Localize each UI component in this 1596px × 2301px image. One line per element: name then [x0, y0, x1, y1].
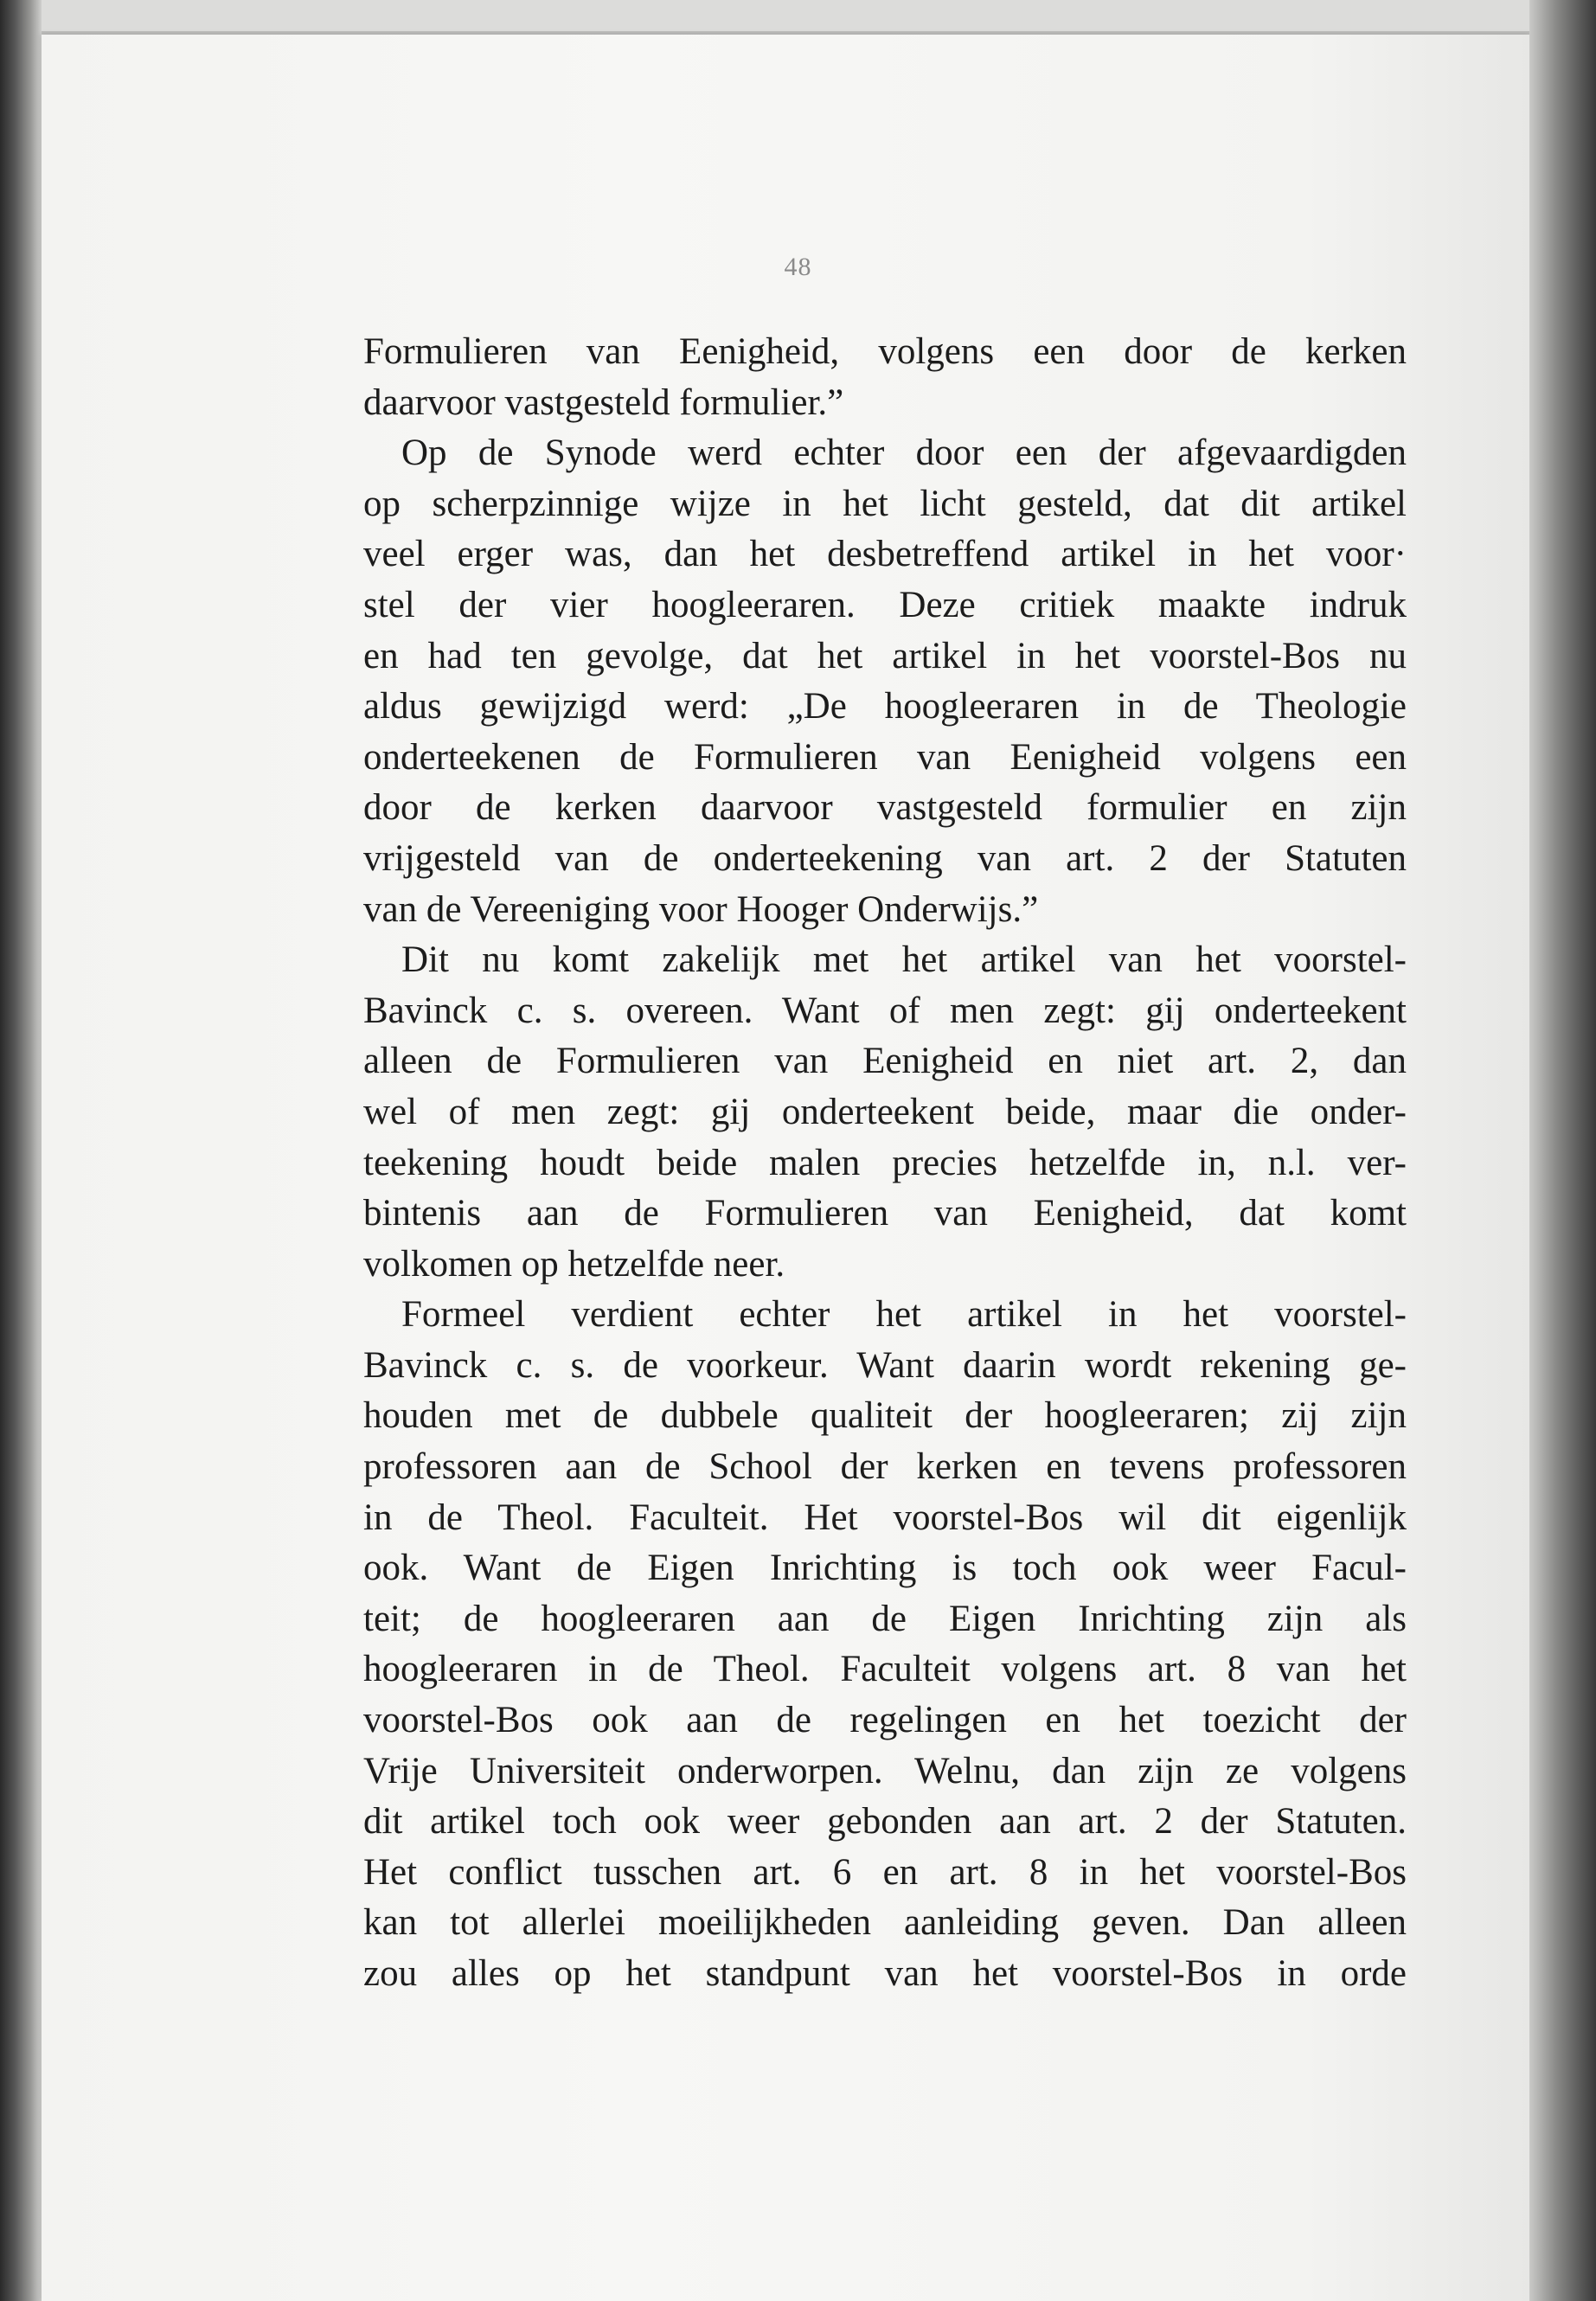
text-line: veel erger was, dan het desbetreffend artikel in het voor·: [363, 534, 1407, 575]
text-line: Formeel verdient echter het artikel in het voorstel-: [401, 1294, 1407, 1336]
text-line: van de Vereeniging voor Hooger Onderwijs.”: [363, 888, 1039, 930]
text-line: zou alles op het standpunt van het voorstel-Bos in orde: [363, 1953, 1407, 1994]
text-line: volkomen op hetzelfde neer.: [363, 1243, 785, 1285]
text-line: Bavinck c. s. de voorkeur. Want daarin wordt rekening ge-: [363, 1344, 1407, 1386]
text-line: in de Theol. Faculteit. Het voorstel-Bos wil dit eigenlijk: [363, 1497, 1407, 1538]
text-line: Het conflict tusschen art. 6 en art. 8 in het voorstel-Bos: [363, 1851, 1407, 1893]
book-page-edge: [1529, 0, 1596, 2301]
text-line: dit artikel toch ook weer gebonden aan art. 2 der Statuten.: [363, 1801, 1407, 1843]
text-line: alleen de Formulieren van Eenigheid en niet art. 2, dan: [363, 1041, 1407, 1082]
text-line: stel der vier hoogleeraren. Deze critiek maakte indruk: [363, 584, 1407, 625]
body-text: [363, 327, 1407, 2000]
text-line: kan tot allerlei moeilijkheden aanleiding geven. Dan alleen: [363, 1902, 1407, 1944]
text-line: teekening houdt beide malen precies hetzelfde in, n.l. ver-: [363, 1142, 1407, 1183]
text-line: voorstel-Bos ook aan de regelingen en het toezicht der: [363, 1700, 1407, 1741]
text-line: bintenis aan de Formulieren van Eenigheid, dat komt: [363, 1193, 1407, 1234]
text-line: daarvoor vastgesteld formulier.”: [363, 381, 844, 423]
text-line: professoren aan de School der kerken en tevens professoren: [363, 1446, 1407, 1488]
text-line: op scherpzinnige wijze in het licht gesteld, dat dit artikel: [363, 483, 1407, 524]
text-line: Formulieren van Eenigheid, volgens een door de kerken: [363, 331, 1407, 372]
text-line: hoogleeraren in de Theol. Faculteit volgens art. 8 van het: [363, 1649, 1407, 1690]
text-line: teit; de hoogleeraren aan de Eigen Inrichting zijn als: [363, 1598, 1407, 1639]
text-line: onderteekenen de Formulieren van Eenigheid volgens een: [363, 736, 1407, 778]
text-line: wel of men zegt: gij onderteekent beide, maar die onder-: [363, 1091, 1407, 1132]
text-line: door de kerken daarvoor vastgesteld formulier en zijn: [363, 787, 1407, 829]
text-line: aldus gewijzigd werd: „De hoogleeraren in de Theologie: [363, 686, 1407, 727]
text-line: vrijgesteld van de onderteekening van art. 2 der Statuten: [363, 837, 1407, 879]
text-line: Dit nu komt zakelijk met het artikel van het voorstel-: [401, 939, 1407, 981]
text-line: ook. Want de Eigen Inrichting is toch ook weer Facul-: [363, 1548, 1407, 1589]
text-line: houden met de dubbele qualiteit der hoogleeraren; zij zijn: [363, 1395, 1407, 1437]
text-line: Bavinck c. s. overeen. Want of men zegt: gij onderteekent: [363, 990, 1407, 1031]
text-line: en had ten gevolge, dat het artikel in het voorstel-Bos nu: [363, 635, 1407, 676]
book-spine-shadow: [0, 0, 42, 2301]
text-line: Op de Synode werd echter door een der afgevaardigden: [401, 433, 1407, 474]
page-number: 48: [784, 253, 812, 281]
text-line: Vrije Universiteit onderworpen. Welnu, dan zijn ze volgens: [363, 1750, 1407, 1791]
